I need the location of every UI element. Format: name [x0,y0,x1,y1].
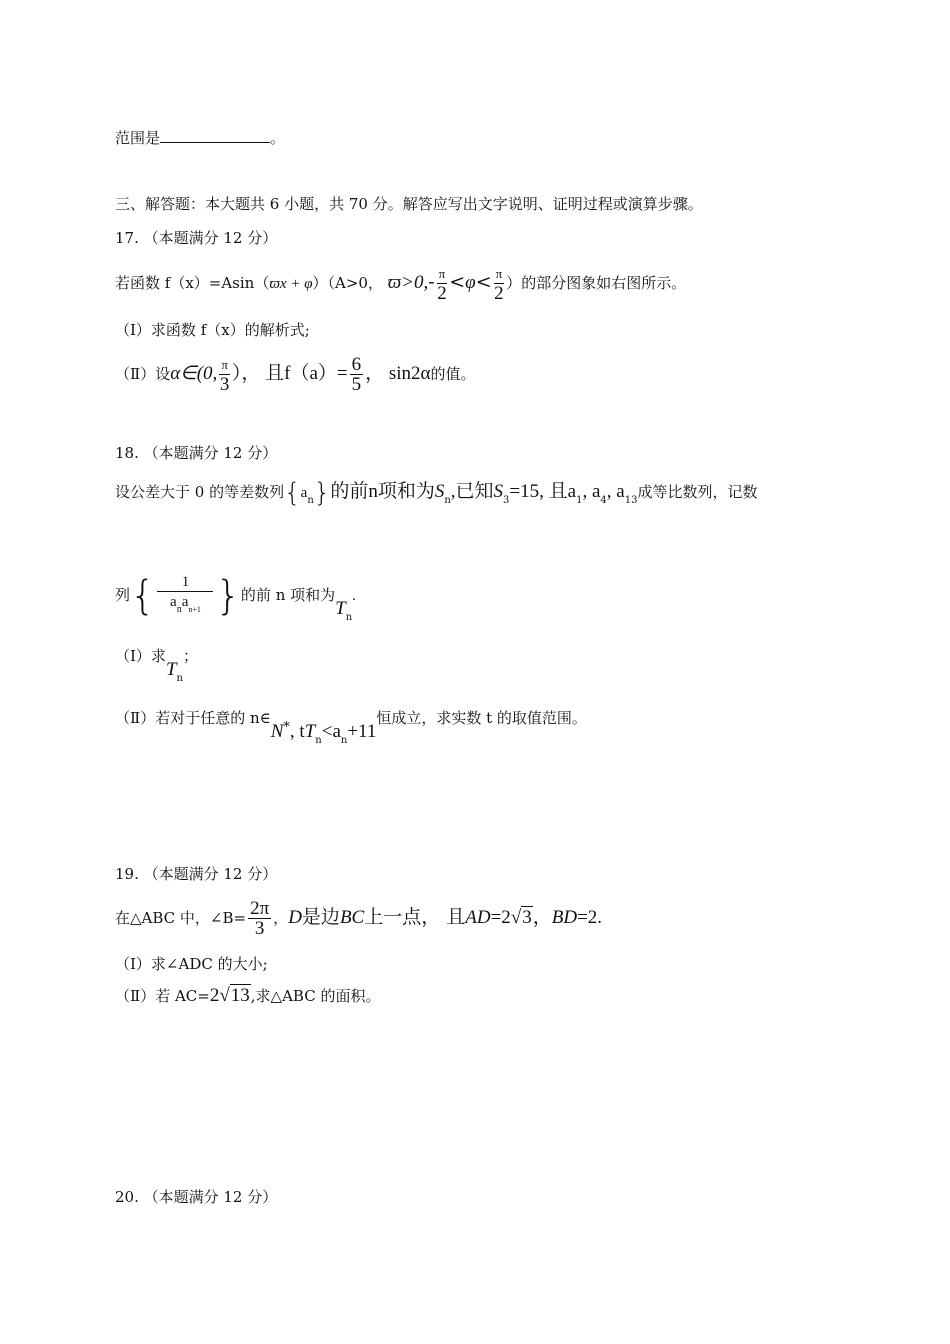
sub-n: n [345,612,353,623]
den-a: a [170,593,177,610]
q19-p2-a: （Ⅱ）若 AC= [115,987,210,1005]
q17-p2-b: ）， 且f（a）= [231,363,348,384]
two: 2 [209,985,220,1006]
sub-1: 1 [576,495,583,506]
q17-stem-a: 若函数 f（x）=Asin（ [115,274,270,292]
right-brace: } [215,573,241,619]
sub-n: n [444,495,451,506]
q17-stem-c: ）的部分图象如右图所示。 [506,274,687,292]
range-label: 范围是 [115,129,161,147]
range-end: 。 [270,129,286,147]
sub-3: 3 [503,495,510,506]
den-b: a [181,593,189,610]
q18-reciprocal-frac [157,573,213,620]
eq-2-period: =2. [577,907,603,928]
phi: φ [465,272,476,293]
q18-l1-f: , a [606,481,625,502]
sub-n: n [307,495,314,506]
q18-l1-b: 的前n项和为 [330,481,435,502]
sub-n1: n+1 [188,604,201,614]
q19-l1-d: 上一点， 且 [364,906,466,928]
frac-den: 3 [254,917,265,939]
sub-n: n [176,603,182,615]
q19-header: 19. （本题满分 12 分） [115,865,278,883]
q18-l1-e: , a [582,481,601,502]
q17-omega-x: ϖx + φ [269,276,313,292]
star: * [283,720,290,735]
q18-p1-a: （Ⅰ）求 [115,647,166,665]
frac-num: 1 [157,573,213,592]
q17-header: 17. （本题满分 12 分） [115,229,278,247]
sqrt13: 13 [230,985,250,1006]
N: N [270,721,284,742]
q18-l1-c: ,已知 [450,481,494,502]
BC: BC [339,907,365,928]
q19-p2-b: ,求△ABC 的面积。 [250,987,381,1005]
q18-l2-a: 列 [115,586,131,604]
left-brace: { [130,573,156,619]
BD: BD [551,907,578,928]
period: . [352,588,356,604]
D: D [288,907,302,928]
sub-4: 4 [600,495,607,506]
lt-sign: < [475,271,492,293]
q17-omega-cond: ϖ>0, [387,272,429,293]
sqrt3: 3 [522,907,532,928]
section-heading: 三、解答题：本大题共 6 小题，共 70 分。解答应写出文字说明、证明过程或演算步骤。 [115,195,703,213]
q18-l2-b: 的前 n 项和为 [240,586,336,604]
q17-sin2alpha: ， sin2α [365,363,431,384]
q18-header: 18. （本题满分 12 分） [115,444,278,462]
sub-n: n [315,735,322,746]
q18-p2-a: （Ⅱ）若对于任意的 n∈ [115,709,271,727]
q20-header: 20. （本题满分 12 分） [115,1188,278,1206]
eq-2: =2 [490,907,511,928]
q17-stem [115,262,686,304]
q19-l1-c: 是边 [301,906,340,928]
frac-num: π [494,265,505,284]
T: T [335,598,346,619]
q18-p2-b: 恒成立，求实数 t 的取值范围。 [376,709,587,727]
t: , t [289,721,305,742]
AD: AD [465,907,491,928]
left-brace: { [284,478,301,508]
q18-l1-g: 成等比数列，记数 [637,483,758,501]
q17-stem-b: ）（A>0， [312,274,383,292]
q18-p1-b: ； [182,647,198,665]
q17-pi-over-2 [494,265,505,304]
q17-pi-over-3 [219,356,230,395]
frac-den: 5 [351,373,362,395]
frac-num: π [219,356,230,375]
T: T [304,721,316,742]
q17-pi-over-2-neg [437,265,448,304]
frac-den: 2 [437,282,447,304]
q18-line2 [115,570,356,629]
frac-num: 6 [351,353,362,375]
q17-p2-a: （Ⅱ）设 [115,365,171,383]
q19-l1-a: 在△ABC 中，∠B= [115,909,247,927]
T: T [165,659,177,680]
q19-2pi-over-3 [248,897,271,939]
plus-11: +11 [347,721,377,742]
lt-sign: < [449,271,466,293]
sub-n: n [340,735,348,746]
range-line [115,128,285,148]
q17-alpha-range: α∈(0, [170,363,218,384]
q19-part2: （Ⅱ）若 AC=2√13,求△ABC 的面积。 [115,985,381,1006]
q17-p2-d: 的值。 [430,365,476,383]
comma: ， [273,909,289,927]
lt-a: <a [321,721,341,742]
q17-minus: - [428,271,435,293]
seq-a: a [300,485,308,501]
q18-l1-d: =15, 且a [509,481,577,502]
frac-den: 2 [494,282,504,304]
q17-six-fifths [350,353,364,395]
S: S [493,481,504,502]
S: S [434,481,445,502]
comma: ， [532,906,552,928]
q17-part2 [115,352,476,396]
frac-num: π [437,265,448,284]
answer-blank[interactable] [160,128,270,143]
q18-line1 [115,474,757,519]
sub-n: n [176,673,183,684]
frac-num: 2π [250,897,270,919]
right-brace: } [313,478,331,508]
q19-part1: （Ⅰ）求∠ADC 的大小; [115,955,268,973]
q19-line1: 在△ABC 中，∠B= $\frac{2\pi}{3}$ ，D是边BC上一点， 且AD=2√3，BD=2. [115,897,603,939]
sub-13: 13 [624,495,638,506]
q18-part1 [115,646,198,684]
frac-den: 3 [219,373,230,395]
q18-l1-a: 设公差大于 0 的等差数列 [115,483,285,501]
q17-part1: （Ⅰ）求函数 f（x）的解析式; [115,321,310,339]
q18-part2 [115,704,587,746]
